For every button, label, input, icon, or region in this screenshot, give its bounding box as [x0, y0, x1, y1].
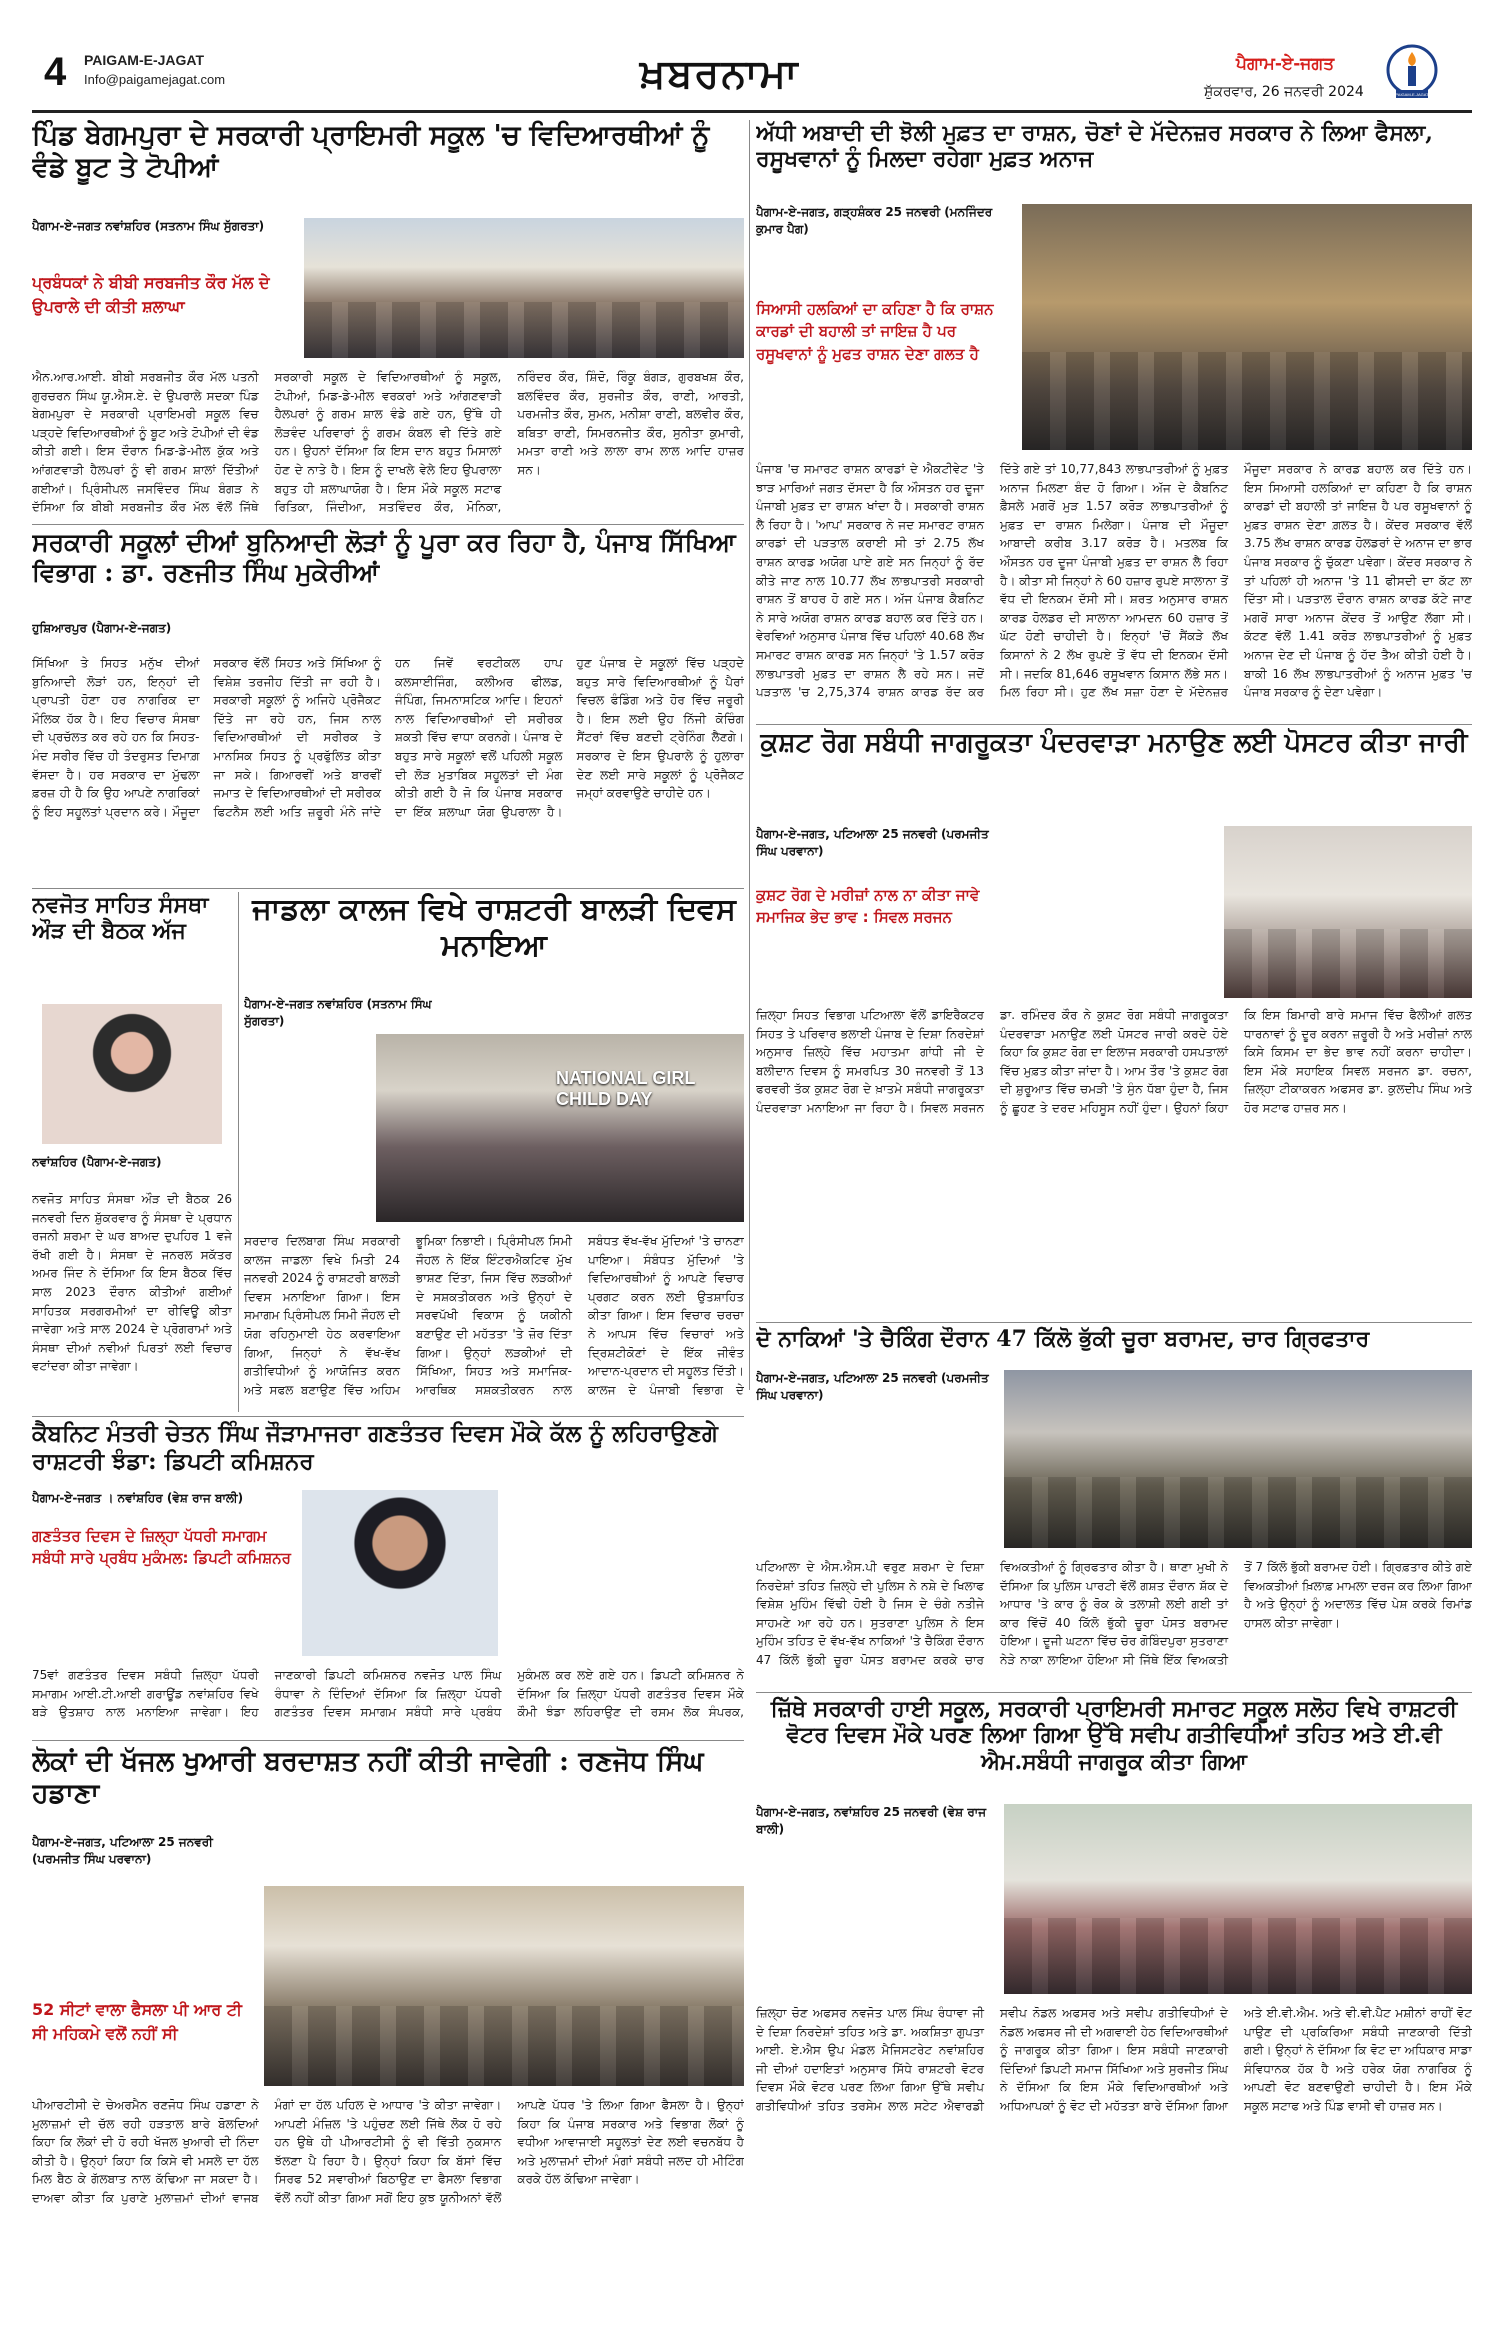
story-poppy-husk-seizure: [756, 1326, 1472, 1688]
brand-url[interactable]: Info@paigamejagat.com: [84, 72, 226, 87]
torch-logo-icon: [1386, 44, 1438, 102]
masthead: [0, 0, 1500, 110]
issue-date: ਸ਼ੁੱਕਰਵਾਰ, 26 ਜਨਵਰੀ 2024: [1204, 84, 1364, 100]
brand-name-punjabi: ਪੈਗਾਮ-ਏ-ਜਗਤ: [1236, 54, 1335, 74]
svg-text:PAIGAM-E-JAGAT: PAIGAM-E-JAGAT: [1395, 92, 1429, 97]
portrait-photo: [42, 1004, 222, 1144]
header-rule: [32, 110, 1472, 113]
college-photo: [376, 1034, 744, 1222]
story-voter-day: [756, 1696, 1472, 2326]
meeting-photo: [264, 1886, 744, 2086]
section-title: ਖ਼ਬਰਨਾਮਾ: [640, 50, 800, 97]
ration-photo: [1022, 204, 1472, 450]
row-divider: [756, 1322, 1472, 1323]
story-school-shoes: [32, 120, 744, 520]
headline: ਨਵਜੋਤ ਸਾਹਿਤ ਸੰਸਥਾ ਔੜ ਦੀ ਬੈਠਕ ਅੱਜ: [32, 892, 209, 945]
story-prtc-chairman: [32, 1746, 744, 2326]
column-divider: [749, 120, 750, 1390]
brand-name: PAIGAM-E-JAGAT: [84, 52, 205, 68]
highlight-quote: ਪ੍ਰਬੰਧਕਾਂ ਨੇ ਬੀਬੀ ਸਰਬਜੀਤ ਕੌਰ ਮੱਲ ਦੇ ਉਪਰਾਲੇ ਦੀ ਕੀਤੀ ਸ਼ਲਾਘਾ: [32, 272, 270, 316]
byline: ਹੁਸ਼ਿਆਰਪੁਰ (ਪੈਗਾਮ-ਏ-ਜਗਤ): [32, 621, 172, 635]
headline: ਲੋਕਾਂ ਦੀ ਖੱਜਲ ਖੁਆਰੀ ਬਰਦਾਸ਼ਤ ਨਹੀਂ ਕੀਤੀ ਜਾਵੇਗੀ : ਰਣਜੋਧ ਸਿੰਘ ਹਡਾਣਾ: [32, 1746, 704, 1810]
highlight-quote: ਕੁਸ਼ਟ ਰੋਗ ਦੇ ਮਰੀਜ਼ਾਂ ਨਾਲ ਨਾ ਕੀਤਾ ਜਾਵੇ ਸਮਾਜਿਕ ਭੇਦ ਭਾਵ : ਸਿਵਲ ਸਰਜਨ: [756, 885, 980, 927]
voter-photo: [1004, 1804, 1472, 1994]
headline: ਅੱਧੀ ਅਬਾਦੀ ਦੀ ਝੋਲੀ ਮੁਫ਼ਤ ਦਾ ਰਾਸ਼ਨ, ਚੋਣਾਂ ਦੇ ਮੱਦੇਨਜ਼ਰ ਸਰਕਾਰ ਨੇ ਲਿਆ ਫੈਸਲਾ, ਰਸੂਖਵਾਨਾਂ ਨੂੰ ਮਿਲਦਾ ਰਹੇਗਾ ਮੁਫ਼ਤ ਅਨਾਜ: [756, 120, 1433, 173]
byline: ਪੈਗਾਮ-ਏ-ਜਗਤ । ਨਵਾਂਸ਼ਹਿਰ (ਵੇਸ਼ ਰਾਜ ਬਾਲੀ): [32, 1491, 244, 1505]
article-body: ਜ਼ਿਲ੍ਹਾ ਸਿਹਤ ਵਿਭਾਗ ਪਟਿਆਲਾ ਵੱਲੋਂ ਡਾਇਰੈਕਟਰ ਸਿਹਤ ਤੇ ਪਰਿਵਾਰ ਭਲਾਈ ਪੰਜਾਬ ਦੇ ਦਿਸ਼ਾ ਨਿਰਦੇਸ਼ਾਂ ਅਨੁਸਾਰ ਜ਼ਿਲ੍ਹੇ ਵਿੱਚ ਮਹਾਤਮਾ ਗਾਂਧੀ ਜੀ ਦੇ ਬਲੀਦਾਨ ਦਿਵਸ ਨੂੰ ਸਮਰਪਿਤ 30 ਜਨਵਰੀ ਤੋਂ 13 ਫਰਵਰੀ ਤੱਕ ਕੁਸ਼ਟ ਰੋਗ ਦੇ ਖ਼ਾਤਮੇ ਸਬੰਧੀ ਜਾਗਰੂਕਤਾ ਪੰਦਰਵਾੜਾ ਮਨਾਇਆ ਜਾ ਰਿਹਾ ਹੈ। ਸਿਵਲ ਸਰਜਨ ਡਾ. ਰਮਿੰਦਰ ਕੌਰ ਨੇ ਕੁਸ਼ਟ ਰੋਗ ਸਬੰਧੀ ਜਾਗਰੂਕਤਾ ਪੰਦਰਵਾੜਾ ਮਨਾਉਣ ਲਈ ਪੋਸਟਰ ਜਾਰੀ ਕਰਦੇ ਹੋਏ ਕਿਹਾ ਕਿ ਕੁਸ਼ਟ ਰੋਗ ਦਾ ਇਲਾਜ ਸਰਕਾਰੀ ਹਸਪਤਾਲਾਂ ਵਿੱਚ ਮੁਫ਼ਤ ਕੀਤਾ ਜਾਂਦਾ ਹੈ। ਆਮ ਤੌਰ 'ਤੇ ਕੁਸ਼ਟ ਰੋਗ ਦੀ ਸ਼ੁਰੂਆਤ ਵਿੱਚ ਚਮੜੀ 'ਤੇ ਸੁੰਨ ਧੱਬਾ ਹੁੰਦਾ ਹੈ, ਜਿਸ ਨੂੰ ਛੂਹਣ ਤੇ ਦਰਦ ਮਹਿਸੂਸ ਨਹੀਂ ਹੁੰਦਾ। ਉਹਨਾਂ ਕਿਹਾ ਕਿ ਇਸ ਬਿਮਾਰੀ ਬਾਰੇ ਸਮਾਜ ਵਿੱਚ ਫੈਲੀਆਂ ਗਲਤ ਧਾਰਨਾਵਾਂ ਨੂੰ ਦੂਰ ਕਰਨਾ ਜ਼ਰੂਰੀ ਹੈ ਅਤੇ ਮਰੀਜ਼ਾਂ ਨਾਲ ਕਿਸੇ ਕਿਸਮ ਦਾ ਭੇਦ ਭਾਵ ਨਹੀਂ ਕਰਨਾ ਚਾਹੀਦਾ। ਇਸ ਮੌਕੇ ਸਹਾਇਕ ਸਿਵਲ ਸਰਜਨ ਡਾ. ਰਚਨਾ, ਜ਼ਿਲ੍ਹਾ ਟੀਕਾਕਰਨ ਅਫਸਰ ਡਾ. ਕੁਲਦੀਪ ਸਿੰਘ ਅਤੇ ਹੋਰ ਸਟਾਫ ਹਾਜ਼ਰ ਸਨ।: [756, 1008, 1472, 1115]
article-body: ਜ਼ਿਲ੍ਹਾ ਚੋਣ ਅਫਸਰ ਨਵਜੋਤ ਪਾਲ ਸਿੰਘ ਰੰਧਾਵਾ ਜੀ ਦੇ ਦਿਸ਼ਾ ਨਿਰਦੇਸ਼ਾਂ ਤਹਿਤ ਅਤੇ ਡਾ. ਅਕਸ਼ਿਤਾ ਗੁਪਤਾ ਆਈ. ਏ.ਐਸ ਉਪ ਮੰਡਲ ਮੈਜਿਸਟਰੇਟ ਨਵਾਂਸ਼ਹਿਰ ਜੀ ਦੀਆਂ ਹਦਾਇਤਾਂ ਅਨੁਸਾਰ ਸਿੱਧੇ ਰਾਸ਼ਟਰੀ ਵੋਟਰ ਦਿਵਸ ਮੌਕੇ ਵੋਟਰ ਪਰਣ ਲਿਆ ਗਿਆ ਉੱਥੇ ਸਵੀਪ ਗਤੀਵਿਧੀਆਂ ਤਹਿਤ ਤਰਸੇਮ ਲਾਲ ਸਟੇਟ ਐਵਾਰਡੀ ਸਵੀਪ ਨੋਡਲ ਅਫਸਰ ਅਤੇ ਸਵੀਪ ਗਤੀਵਿਧੀਆਂ ਦੇ ਨੋਡਲ ਅਫਸਰ ਜੀ ਦੀ ਅਗਵਾਈ ਹੇਠ ਵਿਦਿਆਰਥੀਆਂ ਨੂੰ ਜਾਗਰੂਕ ਕੀਤਾ ਗਿਆ। ਇਸ ਸਬੰਧੀ ਜਾਣਕਾਰੀ ਦਿੰਦਿਆਂ ਡਿਪਟੀ ਸਮਾਜ ਸਿੱਖਿਆ ਅਤੇ ਸੁਰਜੀਤ ਸਿੰਘ ਨੇ ਦੱਸਿਆ ਕਿ ਇਸ ਮੌਕੇ ਵਿਦਿਆਰਥੀਆਂ ਅਤੇ ਅਧਿਆਪਕਾਂ ਨੂੰ ਵੋਟ ਦੀ ਮਹੱਤਤਾ ਬਾਰੇ ਦੱਸਿਆ ਗਿਆ ਅਤੇ ਈ.ਵੀ.ਐਮ. ਅਤੇ ਵੀ.ਵੀ.ਪੈਟ ਮਸ਼ੀਨਾਂ ਰਾਹੀਂ ਵੋਟ ਪਾਉਣ ਦੀ ਪ੍ਰਕਿਰਿਆ ਸਬੰਧੀ ਜਾਣਕਾਰੀ ਦਿੱਤੀ ਗਈ। ਉਨ੍ਹਾਂ ਨੇ ਦੱਸਿਆ ਕਿ ਵੋਟ ਦਾ ਅਧਿਕਾਰ ਸਾਡਾ ਸੰਵਿਧਾਨਕ ਹੱਕ ਹੈ ਅਤੇ ਹਰੇਕ ਯੋਗ ਨਾਗਰਿਕ ਨੂੰ ਆਪਣੀ ਵੋਟ ਬਣਵਾਉਣੀ ਚਾਹੀਦੀ ਹੈ। ਇਸ ਮੌਕੇ ਸਕੂਲ ਸਟਾਫ ਅਤੇ ਪਿੰਡ ਵਾਸੀ ਵੀ ਹਾਜ਼ਰ ਸਨ।: [756, 2006, 1472, 2113]
story-republic-day: [32, 1420, 744, 1736]
official-photo: [302, 1490, 498, 1656]
article-body: 75ਵਾਂ ਗਣਤੰਤਰ ਦਿਵਸ ਸਬੰਧੀ ਜ਼ਿਲ੍ਹਾ ਪੱਧਰੀ ਸਮਾਗਮ ਆਈ.ਟੀ.ਆਈ ਗਰਾਊਂਡ ਨਵਾਂਸ਼ਹਿਰ ਵਿਖੇ ਬੜੇ ਉਤਸ਼ਾਹ ਨਾਲ ਮਨਾਇਆ ਜਾਵੇਗਾ। ਇਹ ਜਾਣਕਾਰੀ ਡਿਪਟੀ ਕਮਿਸ਼ਨਰ ਨਵਜੋਤ ਪਾਲ ਸਿੰਘ ਰੰਧਾਵਾ ਨੇ ਦਿੰਦਿਆਂ ਦੱਸਿਆ ਕਿ ਜ਼ਿਲ੍ਹਾ ਪੱਧਰੀ ਗਣਤੰਤਰ ਦਿਵਸ ਸਮਾਗਮ ਸਬੰਧੀ ਸਾਰੇ ਪ੍ਰਬੰਧ ਮੁਕੰਮਲ ਕਰ ਲਏ ਗਏ ਹਨ। ਡਿਪਟੀ ਕਮਿਸ਼ਨਰ ਨੇ ਦੱਸਿਆ ਕਿ ਜ਼ਿਲ੍ਹਾ ਪੱਧਰੀ ਗਣਤੰਤਰ ਦਿਵਸ ਮੌਕੇ ਕੌਮੀ ਝੰਡਾ ਲਹਿਰਾਉਣ ਦੀ ਰਸਮ ਲੋਕ ਸੰਪਰਕ,: [32, 1668, 744, 1720]
story-girl-child-day: [244, 892, 744, 1412]
headline: ਜ਼ਿੱਥੇ ਸਰਕਾਰੀ ਹਾਈ ਸਕੂਲ, ਸਰਕਾਰੀ ਪ੍ਰਾਇਮਰੀ ਸਮਾਰਟ ਸਕੂਲ ਸਲੋਹ ਵਿਖੇ ਰਾਸ਼ਟਰੀ ਵੋਟਰ ਦਿਵਸ ਮੌਕੇ ਪਰਣ ਲਿਆ ਗਿਆ ਉੱਥੇ ਸਵੀਪ ਗਤੀਵਿਧੀਆਂ ਤਹਿਤ ਅਤੇ ਈ.ਵੀ ਐਮ.ਸਬੰਧੀ ਜਾਗਰੂਕ ਕੀਤਾ ਗਿਆ: [770, 1696, 1458, 1775]
headline: ਪਿੰਡ ਬੇਗਮਪੁਰਾ ਦੇ ਸਰਕਾਰੀ ਪ੍ਰਾਇਮਰੀ ਸਕੂਲ 'ਚ ਵਿਦਿਆਰਥੀਆਂ ਨੂੰ ਵੰਡੇ ਬੂਟ ਤੇ ਟੋਪੀਆਂ: [32, 120, 710, 184]
highlight-quote: ਗਣਤੰਤਰ ਦਿਵਸ ਦੇ ਜ਼ਿਲ੍ਹਾ ਪੱਧਰੀ ਸਮਾਗਮ ਸਬੰਧੀ ਸਾਰੇ ਪ੍ਰਬੰਧ ਮੁਕੰਮਲ: ਡਿਪਟੀ ਕਮਿਸ਼ਨਰ: [32, 1526, 291, 1568]
headline: ਸਰਕਾਰੀ ਸਕੂਲਾਂ ਦੀਆਂ ਬੁਨਿਆਦੀ ਲੋੜਾਂ ਨੂੰ ਪੂਰਾ ਕਰ ਰਿਹਾ ਹੈ, ਪੰਜਾਬ ਸਿੱਖਿਆ ਵਿਭਾਗ : ਡਾ. ਰਣਜੀਤ ਸਿੰਘ ਮੁਕੇਰੀਆਂ: [32, 528, 736, 587]
row-divider: [32, 888, 744, 889]
column-divider: [238, 892, 239, 1412]
article-body: ਪੀਆਰਟੀਸੀ ਦੇ ਚੇਅਰਮੈਨ ਰਣਜੋਧ ਸਿੰਘ ਹਡਾਣਾ ਨੇ ਮੁਲਾਜ਼ਮਾਂ ਦੀ ਚੱਲ ਰਹੀ ਹੜਤਾਲ ਬਾਰੇ ਬੋਲਦਿਆਂ ਕਿਹਾ ਕਿ ਲੋਕਾਂ ਦੀ ਹੋ ਰਹੀ ਖੱਜਲ ਖੁਆਰੀ ਦੀ ਨਿੰਦਾ ਕੀਤੀ ਹੈ। ਉਨ੍ਹਾਂ ਕਿਹਾ ਕਿ ਕਿਸੇ ਵੀ ਮਸਲੇ ਦਾ ਹੱਲ ਮਿਲ ਬੈਠ ਕੇ ਗੱਲਬਾਤ ਨਾਲ ਕੱਢਿਆ ਜਾ ਸਕਦਾ ਹੈ। ਦਾਅਵਾ ਕੀਤਾ ਕਿ ਪੁਰਾਣੇ ਮੁਲਾਜ਼ਮਾਂ ਦੀਆਂ ਵਾਜਬ ਮੰਗਾਂ ਦਾ ਹੱਲ ਪਹਿਲ ਦੇ ਆਧਾਰ 'ਤੇ ਕੀਤਾ ਜਾਵੇਗਾ। ਆਪਣੀ ਮੰਜ਼ਿਲ 'ਤੇ ਪਹੁੰਚਣ ਲਈ ਜਿੱਥੇ ਲੋਕ ਹੋ ਰਹੇ ਹਨ ਉਥੇ ਹੀ ਪੀਆਰਟੀਸੀ ਨੂੰ ਵੀ ਵਿੱਤੀ ਨੁਕਸਾਨ ਝੱਲਣਾ ਪੈ ਰਿਹਾ ਹੈ। ਉਨ੍ਹਾਂ ਕਿਹਾ ਕਿ ਬੱਸਾਂ ਵਿੱਚ ਸਿਰਫ 52 ਸਵਾਰੀਆਂ ਬਿਠਾਉਣ ਦਾ ਫੈਸਲਾ ਵਿਭਾਗ ਵੱਲੋਂ ਨਹੀਂ ਕੀਤਾ ਗਿਆ ਸਗੋਂ ਇਹ ਕੁਝ ਯੂਨੀਅਨਾਂ ਵੱਲੋਂ ਆਪਣੇ ਪੱਧਰ 'ਤੇ ਲਿਆ ਗਿਆ ਫੈਸਲਾ ਹੈ। ਉਨ੍ਹਾਂ ਕਿਹਾ ਕਿ ਪੰਜਾਬ ਸਰਕਾਰ ਅਤੇ ਵਿਭਾਗ ਲੋਕਾਂ ਨੂੰ ਵਧੀਆ ਆਵਾਜਾਈ ਸਹੂਲਤਾਂ ਦੇਣ ਲਈ ਵਚਨਬੱਧ ਹੈ ਅਤੇ ਮੁਲਾਜ਼ਮਾਂ ਦੀਆਂ ਮੰਗਾਂ ਸਬੰਧੀ ਜਲਦ ਹੀ ਮੀਟਿੰਗ ਕਰਕੇ ਹੱਲ ਕੱਢਿਆ ਜਾਵੇਗਾ।: [32, 2098, 744, 2205]
article-body: ਪੰਜਾਬ 'ਚ ਸਮਾਰਟ ਰਾਸ਼ਨ ਕਾਰਡਾਂ ਦੇ ਐਕਟੀਵੇਟ 'ਤੇ ਝਾੜ ਮਾਰਿਆਂ ਜਗਤ ਦੱਸਦਾ ਹੈ ਕਿ ਔਸਤਨ ਹਰ ਦੂਜਾ ਪੰਜਾਬੀ ਮੁਫ਼ਤ ਦਾ ਰਾਸ਼ਨ ਖਾਂਦਾ ਹੈ। ਸਰਕਾਰੀ ਰਾਸ਼ਨ ਲੈ ਰਿਹਾ ਹੈ। 'ਆਪ' ਸਰਕਾਰ ਨੇ ਜਦ ਸਮਾਰਟ ਰਾਸ਼ਨ ਕਾਰਡਾਂ ਦੀ ਪੜਤਾਲ ਕਰਾਈ ਸੀ ਤਾਂ 2.75 ਲੱਖ ਰਾਸ਼ਨ ਕਾਰਡ ਅਯੋਗ ਪਾਏ ਗਏ ਸਨ ਜਿਨ੍ਹਾਂ ਨੂੰ ਰੱਦ ਕੀਤੇ ਜਾਣ ਨਾਲ 10.77 ਲੱਖ ਲਾਭਪਾਤਰੀ ਸਰਕਾਰੀ ਰਾਸ਼ਨ ਤੋਂ ਬਾਹਰ ਹੋ ਗਏ ਸਨ। ਅੱਜ ਪੰਜਾਬ ਕੈਬਨਿਟ ਨੇ ਸਾਰੇ ਅਯੋਗ ਰਾਸ਼ਨ ਕਾਰਡ ਬਹਾਲ ਕਰ ਦਿੱਤੇ ਹਨ। ਵੇਰਵਿਆਂ ਅਨੁਸਾਰ ਪੰਜਾਬ ਵਿੱਚ ਪਹਿਲਾਂ 40.68 ਲੱਖ ਸਮਾਰਟ ਰਾਸ਼ਨ ਕਾਰਡ ਸਨ ਜਿਨ੍ਹਾਂ 'ਤੇ 1.57 ਕਰੋੜ ਲਾਭਪਾਤਰੀ ਮੁਫ਼ਤ ਦਾ ਰਾਸ਼ਨ ਲੈ ਰਹੇ ਸਨ। ਜਦੋਂ ਪੜਤਾਲ 'ਚ 2,75,374 ਰਾਸ਼ਨ ਕਾਰਡ ਰੱਦ ਕਰ ਦਿੱਤੇ ਗਏ ਤਾਂ 10,77,843 ਲਾਭਪਾਤਰੀਆਂ ਨੂੰ ਮੁਫ਼ਤ ਅਨਾਜ ਮਿਲਣਾ ਬੰਦ ਹੋ ਗਿਆ। ਅੱਜ ਦੇ ਕੈਬਨਿਟ ਫ਼ੈਸਲੇ ਮਗਰੋਂ ਮੁੜ 1.57 ਕਰੋੜ ਲਾਭਪਾਤਰੀਆਂ ਨੂੰ ਮੁਫ਼ਤ ਦਾ ਰਾਸ਼ਨ ਮਿਲੇਗਾ। ਪੰਜਾਬ ਦੀ ਮੌਜੂਦਾ ਆਬਾਦੀ ਕਰੀਬ 3.17 ਕਰੋੜ ਹੈ। ਮਤਲਬ ਕਿ ਔਸਤਨ ਹਰ ਦੂਜਾ ਪੰਜਾਬੀ ਮੁਫ਼ਤ ਦਾ ਰਾਸ਼ਨ ਲੈ ਰਿਹਾ ਹੈ। ਕੀਤਾ ਸੀ ਜਿਨ੍ਹਾਂ ਨੇ 60 ਹਜ਼ਾਰ ਰੁਪਏ ਸਾਲਾਨਾ ਤੋਂ ਵੱਧ ਦੀ ਇਨਕਮ ਦੱਸੀ ਸੀ। ਸ਼ਰਤ ਅਨੁਸਾਰ ਰਾਸ਼ਨ ਕਾਰਡ ਹੋਲਡਰ ਦੀ ਸਾਲਾਨਾ ਆਮਦਨ 60 ਹਜ਼ਾਰ ਤੋਂ ਘੱਟ ਹੋਣੀ ਚਾਹੀਦੀ ਹੈ। ਇਨ੍ਹਾਂ 'ਚੋਂ ਸੈਂਕੜੇ ਲੱਖ ਕਿਸਾਨਾਂ ਨੇ 2 ਲੱਖ ਰੁਪਏ ਤੋਂ ਵੱਧ ਦੀ ਇਨਕਮ ਦੱਸੀ ਸੀ। ਜਦਕਿ 81,646 ਰਸੂਖਵਾਨ ਕਿਸਾਨ ਲੱਭੇ ਸਨ। ਮਿਲ ਰਿਹਾ ਸੀ। ਹੁਣ ਲੱਖ ਸਜ਼ਾ ਹੋਣਾ ਦੇ ਮੱਦੇਨਜ਼ਰ ਮੌਜੂਦਾ ਸਰਕਾਰ ਨੇ ਕਾਰਡ ਬਹਾਲ ਕਰ ਦਿੱਤੇ ਹਨ। ਇਸ ਸਿਆਸੀ ਹਲਕਿਆਂ ਦਾ ਕਹਿਣਾ ਹੈ ਕਿ ਰਾਸ਼ਨ ਕਾਰਡਾਂ ਦੀ ਬਹਾਲੀ ਤਾਂ ਜਾਇਜ਼ ਹੈ ਪਰ ਰਸੂਖਵਾਨਾਂ ਨੂੰ ਮੁਫ਼ਤ ਰਾਸ਼ਨ ਦੇਣਾ ਗ਼ਲਤ ਹੈ। ਕੇਂਦਰ ਸਰਕਾਰ ਵੱਲੋਂ 3.75 ਲੱਖ ਰਾਸ਼ਨ ਕਾਰਡ ਹੋਲਡਰਾਂ ਦੇ ਅਨਾਜ ਦਾ ਭਾਰ ਪੰਜਾਬ ਸਰਕਾਰ ਨੂੰ ਚੁੱਕਣਾ ਪਵੇਗਾ। ਕੇਂਦਰ ਸਰਕਾਰ ਨੇ ਤਾਂ ਪਹਿਲਾਂ ਹੀ ਅਨਾਜ 'ਤੇ 11 ਫੀਸਦੀ ਦਾ ਕੱਟ ਲਾ ਦਿੱਤਾ ਸੀ। ਪੜਤਾਲ ਦੌਰਾਨ ਰਾਸ਼ਨ ਕਾਰਡ ਕੱਟੇ ਜਾਣ ਮਗਰੋਂ ਸਾਰਾ ਅਨਾਜ ਕੇਂਦਰ ਤੋਂ ਆਉਣ ਲੱਗਾ ਸੀ। ਕੱਟਣ ਵੱਲੋਂ 1.41 ਕਰੋੜ ਲਾਭਪਾਤਰੀਆਂ ਨੂੰ ਮੁਫ਼ਤ ਅਨਾਜ ਦੇਣ ਦੀ ਪੰਜਾਬ ਨੂੰ ਹੱਦ ਤੈਅ ਕੀਤੀ ਹੋਈ ਹੈ। ਬਾਕੀ 16 ਲੱਖ ਲਾਭਪਾਤਰੀਆਂ ਨੂੰ ਅਨਾਜ ਮੁਫ਼ਤ 'ਚ ਪੰਜਾਬ ਸਰਕਾਰ ਨੂੰ ਦੇਣਾ ਪਵੇਗਾ।: [756, 462, 1472, 700]
headline: ਕੁਸ਼ਟ ਰੋਗ ਸਬੰਧੀ ਜਾਗਰੂਕਤਾ ਪੰਦਰਵਾੜਾ ਮਨਾਉਣ ਲਈ ਪੋਸਟਰ ਕੀਤਾ ਜਾਰੀ: [760, 728, 1468, 758]
row-divider: [32, 524, 744, 525]
row-divider: [756, 1692, 1472, 1693]
byline: ਪੈਗਾਮ-ਏ-ਜਗਤ ਨਵਾਂਸ਼ਹਿਰ (ਸਤਨਾਮ ਸਿੰਘ ਸੁੱਗਰਤਾ): [244, 997, 432, 1028]
row-divider: [32, 1416, 744, 1417]
article-body: ਸਰਦਾਰ ਦਿਲਬਾਗ ਸਿੰਘ ਸਰਕਾਰੀ ਕਾਲਜ ਜਾਡਲਾ ਵਿਖੇ ਮਿਤੀ 24 ਜਨਵਰੀ 2024 ਨੂੰ ਰਾਸ਼ਟਰੀ ਬਾਲੜੀ ਦਿਵਸ ਮਨਾਇਆ ਗਿਆ। ਇਸ ਸਮਾਗਮ ਪ੍ਰਿੰਸੀਪਲ ਸਿਮੀ ਜੌਹਲ ਦੀ ਯੋਗ ਰਹਿਨੁਮਾਈ ਹੇਠ ਕਰਵਾਇਆ ਗਿਆ, ਜਿਨ੍ਹਾਂ ਨੇ ਵੱਖ-ਵੱਖ ਗਤੀਵਿਧੀਆਂ ਨੂੰ ਆਯੋਜਿਤ ਕਰਨ ਅਤੇ ਸਫਲ ਬਣਾਉਣ ਵਿੱਚ ਅਹਿਮ ਭੂਮਿਕਾ ਨਿਭਾਈ। ਪ੍ਰਿੰਸੀਪਲ ਸਿਮੀ ਜੌਹਲ ਨੇ ਇੱਕ ਇੰਟਰਐਕਟਿਵ ਮੁੱਖ ਭਾਸ਼ਣ ਦਿੱਤਾ, ਜਿਸ ਵਿੱਚ ਲੜਕੀਆਂ ਦੇ ਸਸ਼ਕਤੀਕਰਨ ਅਤੇ ਉਨ੍ਹਾਂ ਦੇ ਸਰਵਪੱਖੀ ਵਿਕਾਸ ਨੂੰ ਯਕੀਨੀ ਬਣਾਉਣ ਦੀ ਮਹੱਤਤਾ 'ਤੇ ਜ਼ੋਰ ਦਿੱਤਾ ਗਿਆ। ਉਨ੍ਹਾਂ ਲੜਕੀਆਂ ਦੀ ਸਿੱਖਿਆ, ਸਿਹਤ ਅਤੇ ਸਮਾਜਿਕ-ਆਰਥਿਕ ਸਸ਼ਕਤੀਕਰਨ ਨਾਲ ਸਬੰਧਤ ਵੱਖ-ਵੱਖ ਮੁੱਦਿਆਂ 'ਤੇ ਚਾਨਣਾ ਪਾਇਆ। ਸੰਬੰਧਤ ਮੁੱਦਿਆਂ 'ਤੇ ਵਿਦਿਆਰਥੀਆਂ ਨੂੰ ਆਪਣੇ ਵਿਚਾਰ ਪ੍ਰਗਟ ਕਰਨ ਲਈ ਉਤਸ਼ਾਹਿਤ ਕੀਤਾ ਗਿਆ। ਇਸ ਵਿਚਾਰ ਚਰਚਾ ਨੇ ਆਪਸ ਵਿੱਚ ਵਿਚਾਰਾਂ ਅਤੇ ਦ੍ਰਿਸ਼ਟੀਕੋਣਾਂ ਦੇ ਇੱਕ ਜੀਵੰਤ ਆਦਾਨ-ਪ੍ਰਦਾਨ ਦੀ ਸਹੂਲਤ ਦਿੱਤੀ। ਕਾਲਜ ਦੇ ਪੰਜਾਬੀ ਵਿਭਾਗ ਦੇ: [244, 1234, 744, 1397]
board-caption: NATIONAL GIRL CHILD DAY: [556, 1068, 695, 1109]
police-photo: [1004, 1370, 1472, 1548]
story-ration: [756, 120, 1472, 720]
headline: ਕੈਬਨਿਟ ਮੰਤਰੀ ਚੇਤਨ ਸਿੰਘ ਜੌੜਾਮਾਜਰਾ ਗਣਤੰਤਰ ਦਿਵਸ ਮੌਕੇ ਕੱਲ ਨੂੰ ਲਹਿਰਾਉਣਗੇ ਰਾਸ਼ਟਰੀ ਝੰਡਾ: ਡਿਪਟੀ ਕਮਿਸ਼ਨਰ: [32, 1420, 718, 1475]
byline: ਪੈਗਾਮ-ਏ-ਜਗਤ, ਗੜ੍ਹਸ਼ੰਕਰ 25 ਜਨਵਰੀ (ਮਨਜਿੰਦਰ ਕੁਮਾਰ ਪੈਗ): [756, 205, 993, 236]
headline: ਜਾਡਲਾ ਕਾਲਜ ਵਿਖੇ ਰਾਸ਼ਟਰੀ ਬਾਲੜੀ ਦਿਵਸ ਮਨਾਇਆ: [252, 892, 736, 963]
row-divider: [32, 1740, 744, 1741]
article-body: ਪਟਿਆਲਾ ਦੇ ਐਸ.ਐਸ.ਪੀ ਵਰੁਣ ਸ਼ਰਮਾ ਦੇ ਦਿਸ਼ਾ ਨਿਰਦੇਸ਼ਾਂ ਤਹਿਤ ਜ਼ਿਲ੍ਹੇ ਦੀ ਪੁਲਿਸ ਨੇ ਨਸ਼ੇ ਦੇ ਖਿਲਾਫ ਵਿਸ਼ੇਸ਼ ਮੁਹਿੰਮ ਵਿੱਢੀ ਹੋਈ ਹੈ ਜਿਸ ਦੇ ਚੰਗੇ ਨਤੀਜੇ ਸਾਹਮਣੇ ਆ ਰਹੇ ਹਨ। ਸੁਤਰਾਣਾ ਪੁਲਿਸ ਨੇ ਇਸ ਮੁਹਿੰਮ ਤਹਿਤ ਦੋ ਵੱਖ-ਵੱਖ ਨਾਕਿਆਂ 'ਤੇ ਚੈਕਿੰਗ ਦੌਰਾਨ 47 ਕਿੱਲੋ ਭੁੱਕੀ ਚੂਰਾ ਪੋਸਤ ਬਰਾਮਦ ਕਰਕੇ ਚਾਰ ਵਿਅਕਤੀਆਂ ਨੂੰ ਗ੍ਰਿਫਤਾਰ ਕੀਤਾ ਹੈ। ਥਾਣਾ ਮੁਖੀ ਨੇ ਦੱਸਿਆ ਕਿ ਪੁਲਿਸ ਪਾਰਟੀ ਵੱਲੋਂ ਗਸ਼ਤ ਦੌਰਾਨ ਸ਼ੱਕ ਦੇ ਆਧਾਰ 'ਤੇ ਕਾਰ ਨੂੰ ਰੋਕ ਕੇ ਤਲਾਸ਼ੀ ਲਈ ਗਈ ਤਾਂ ਕਾਰ ਵਿੱਚੋਂ 40 ਕਿੱਲੋ ਭੁੱਕੀ ਚੂਰਾ ਪੋਸਤ ਬਰਾਮਦ ਹੋਇਆ। ਦੂਜੀ ਘਟਨਾ ਵਿੱਚ ਚੋਰ ਗੋਬਿੰਦਪੁਰਾ ਸੁਤਰਾਣਾ ਨੇੜੇ ਨਾਕਾ ਲਾਇਆ ਹੋਇਆ ਸੀ ਜਿੱਥੇ ਇੱਕ ਵਿਅਕਤੀ ਤੋਂ 7 ਕਿੱਲੋ ਭੁੱਕੀ ਬਰਾਮਦ ਹੋਈ। ਗ੍ਰਿਫ਼ਤਾਰ ਕੀਤੇ ਗਏ ਵਿਅਕਤੀਆਂ ਖ਼ਿਲਾਫ਼ ਮਾਮਲਾ ਦਰਜ ਕਰ ਲਿਆ ਗਿਆ ਹੈ ਅਤੇ ਉਨ੍ਹਾਂ ਨੂੰ ਅਦਾਲਤ ਵਿੱਚ ਪੇਸ਼ ਕਰਕੇ ਰਿਮਾਂਡ ਹਾਸਲ ਕੀਤਾ ਜਾਵੇਗਾ।: [756, 1560, 1472, 1667]
byline: ਪੈਗਾਮ-ਏ-ਜਗਤ, ਪਟਿਆਲਾ 25 ਜਨਵਰੀ (ਪਰਮਜੀਤ ਸਿੰਘ ਪਰਵਾਨਾ): [756, 1371, 989, 1402]
article-body: ਨਵਜੋਤ ਸਾਹਿਤ ਸੰਸਥਾ ਔੜ ਦੀ ਬੈਠਕ 26 ਜਨਵਰੀ ਦਿਨ ਸ਼ੁੱਕਰਵਾਰ ਨੂੰ ਸੰਸਥਾ ਦੇ ਪ੍ਰਧਾਨ ਰਜਨੀ ਸ਼ਰਮਾ ਦੇ ਘਰ ਬਾਅਦ ਦੁਪਹਿਰ 1 ਵਜੇ ਰੱਖੀ ਗਈ ਹੈ। ਸੰਸਥਾ ਦੇ ਜਨਰਲ ਸਕੱਤਰ ਅਮਰ ਜਿੰਦ ਨੇ ਦੱਸਿਆ ਕਿ ਇਸ ਬੈਠਕ ਵਿੱਚ ਸਾਲ 2023 ਦੌਰਾਨ ਕੀਤੀਆਂ ਗਈਆਂ ਸਾਹਿਤਕ ਸਰਗਰਮੀਆਂ ਦਾ ਰੀਵਿਊ ਕੀਤਾ ਜਾਵੇਗਾ ਅਤੇ ਸਾਲ 2024 ਦੇ ਪ੍ਰੋਗਰਾਮਾਂ ਅਤੇ ਸੰਸਥਾ ਦੀਆਂ ਨਵੀਆਂ ਪਿਰਤਾਂ ਲਈ ਵਿਚਾਰ ਵਟਾਂਦਰਾ ਕੀਤਾ ਜਾਵੇਗਾ।: [32, 1192, 232, 1374]
byline: ਪੈਗਾਮ-ਏ-ਜਗਤ, ਪਟਿਆਲਾ 25 ਜਨਵਰੀ (ਪਰਮਜੀਤ ਸਿੰਘ ਪਰਵਾਨਾ): [756, 827, 989, 858]
row-divider: [756, 724, 1472, 725]
school-photo: [304, 218, 744, 358]
poster-photo: [1224, 826, 1472, 998]
article-body: ਐਨ.ਆਰ.ਆਈ. ਬੀਬੀ ਸਰਬਜੀਤ ਕੌਰ ਮੱਲ ਪਤਨੀ ਗੁਰਚਰਨ ਸਿੰਘ ਯੂ.ਐਸ.ਏ. ਦੇ ਉਪਰਾਲੇ ਸਦਕਾ ਪਿੰਡ ਬੇਗਮਪੁਰਾ ਦੇ ਸਰਕਾਰੀ ਪ੍ਰਾਇਮਰੀ ਸਕੂਲ ਵਿਚ ਪੜ੍ਹਦੇ ਵਿਦਿਆਰਥੀਆਂ ਨੂੰ ਬੂਟ ਅਤੇ ਟੋਪੀਆਂ ਦੀ ਵੰਡ ਕੀਤੀ ਗਈ। ਇਸ ਦੌਰਾਨ ਮਿਡ-ਡੇ-ਮੀਲ ਕੁੱਕ ਅਤੇ ਆਂਗਣਵਾੜੀ ਹੈਲਪਰਾਂ ਨੂੰ ਵੀ ਗਰਮ ਸ਼ਾਲਾਂ ਦਿੱਤੀਆਂ ਗਈਆਂ। ਪ੍ਰਿੰਸੀਪਲ ਜਸਵਿੰਦਰ ਸਿੰਘ ਬੰਗੜ ਨੇ ਦੱਸਿਆ ਕਿ ਬੀਬੀ ਸਰਬਜੀਤ ਕੌਰ ਮੱਲ ਵੱਲੋਂ ਜਿੱਥੇ ਸਰਕਾਰੀ ਸਕੂਲ ਦੇ ਵਿਦਿਆਰਥੀਆਂ ਨੂੰ ਸਕੂਲ, ਟੋਪੀਆਂ, ਮਿਡ-ਡੇ-ਮੀਲ ਵਰਕਰਾਂ ਅਤੇ ਆਂਗਣਵਾੜੀ ਹੈਲਪਰਾਂ ਨੂੰ ਗਰਮ ਸ਼ਾਲ ਵੰਡੇ ਗਏ ਹਨ, ਉੱਥੇ ਹੀ ਲੋੜਵੰਦ ਪਰਿਵਾਰਾਂ ਨੂੰ ਗਰਮ ਕੰਬਲ ਵੀ ਦਿੱਤੇ ਗਏ ਹਨ। ਉਹਨਾਂ ਦੱਸਿਆ ਕਿ ਇਸ ਦਾਨ ਬਹੁਤ ਮਿਸਾਲਾਂ ਹੋਣ ਦੇ ਨਾਤੇ ਹੈ। ਇਸ ਨੂੰ ਦਾਖਲੇ ਵੇਲੇ ਇਹ ਉਪਰਾਲਾ ਬਹੁਤ ਹੀ ਸ਼ਲਾਘਾਯੋਗ ਹੈ। ਇਸ ਮੌਕੇ ਸਕੂਲ ਸਟਾਫ ਰਿਤਿਕਾ, ਜਿੰਦੀਆ, ਸਤਵਿੰਦਰ ਕੌਰ, ਮੋਨਿਕਾ, ਨਰਿੰਦਰ ਕੌਰ, ਸ਼ਿੰਦੋ, ਰਿੰਕੂ ਬੰਗੜ, ਗੁਰਬਖਸ਼ ਕੌਰ, ਬਲਵਿੰਦਰ ਕੌਰ, ਸੁਰਜੀਤ ਕੌਰ, ਰਾਣੀ, ਆਰਤੀ, ਪਰਮਜੀਤ ਕੌਰ, ਸੁਮਨ, ਮਨੀਸ਼ਾ ਰਾਣੀ, ਬਲਵੀਰ ਕੌਰ, ਬਬਿਤਾ ਰਾਣੀ, ਸਿਮਰਨਜੀਤ ਕੌਰ, ਸੁਨੀਤਾ ਕੁਮਾਰੀ, ਮਮਤਾ ਰਾਣੀ ਅਤੇ ਲਾਲਾ ਰਾਮ ਲਾਲ ਆਦਿ ਹਾਜ਼ਰ ਸਨ।: [32, 370, 744, 515]
story-navjot-meeting: [32, 892, 232, 1412]
highlight-quote: 52 ਸੀਟਾਂ ਵਾਲਾ ਫੈਸਲਾ ਪੀ ਆਰ ਟੀ ਸੀ ਮਹਿਕਮੇ ਵਲੋਂ ਨਹੀਂ ਸੀ: [32, 1999, 242, 2043]
story-education-dept: [32, 528, 744, 884]
story-leprosy-poster: [756, 728, 1472, 1318]
headline: ਦੋ ਨਾਕਿਆਂ 'ਤੇ ਚੈਕਿੰਗ ਦੌਰਾਨ 47 ਕਿੱਲੋ ਭੁੱਕੀ ਚੂਰਾ ਬਰਾਮਦ, ਚਾਰ ਗ੍ਰਿਫਤਾਰ: [756, 1326, 1370, 1352]
byline: ਨਵਾਂਸ਼ਹਿਰ (ਪੈਗਾਮ-ਏ-ਜਗਤ): [32, 1155, 162, 1169]
byline: ਪੈਗਾਮ-ਏ-ਜਗਤ ਨਵਾਂਸ਼ਹਿਰ (ਸਤਨਾਮ ਸਿੰਘ ਸੁੱਗਰਤਾ): [32, 219, 265, 233]
highlight-quote: ਸਿਆਸੀ ਹਲਕਿਆਂ ਦਾ ਕਹਿਣਾ ਹੈ ਕਿ ਰਾਸ਼ਨ ਕਾਰਡਾਂ ਦੀ ਬਹਾਲੀ ਤਾਂ ਜਾਇਜ਼ ਹੈ ਪਰ ਰਸੂਖਵਾਨਾਂ ਨੂੰ ਮੁਫਤ ਰਾਸ਼ਨ ਦੇਣਾ ਗਲਤ ਹੈ: [756, 299, 994, 363]
article-body: ਸਿੱਖਿਆ ਤੇ ਸਿਹਤ ਮਨੁੱਖ ਦੀਆਂ ਬੁਨਿਆਦੀ ਲੋੜਾਂ ਹਨ, ਇਨ੍ਹਾਂ ਦੀ ਪ੍ਰਾਪਤੀ ਹੋਣਾ ਹਰ ਨਾਗਰਿਕ ਦਾ ਮੌਲਿਕ ਹੱਕ ਹੈ। ਇਹ ਵਿਚਾਰ ਸੰਸਥਾ ਦੀ ਪ੍ਰਚੱਲਤ ਕਰ ਰਹੇ ਹਨ ਕਿ ਸਿਹਤ-ਮੰਦ ਸਰੀਰ ਵਿੱਚ ਹੀ ਤੰਦਰੁਸਤ ਦਿਮਾਗ਼ ਵੱਸਦਾ ਹੈ। ਹਰ ਸਰਕਾਰ ਦਾ ਮੁੱਢਲਾ ਫ਼ਰਜ਼ ਹੀ ਹੈ ਕਿ ਉਹ ਆਪਣੇ ਨਾਗਰਿਕਾਂ ਨੂੰ ਇਹ ਸਹੂਲਤਾਂ ਪ੍ਰਦਾਨ ਕਰੇ। ਮੌਜੂਦਾ ਸਰਕਾਰ ਵੱਲੋਂ ਸਿਹਤ ਅਤੇ ਸਿੱਖਿਆ ਨੂੰ ਵਿਸ਼ੇਸ਼ ਤਰਜੀਹ ਦਿੱਤੀ ਜਾ ਰਹੀ ਹੈ। ਸਰਕਾਰੀ ਸਕੂਲਾਂ ਨੂੰ ਅਜਿਹੇ ਪ੍ਰੋਜੈਕਟ ਦਿੱਤੇ ਜਾ ਰਹੇ ਹਨ, ਜਿਸ ਨਾਲ ਵਿਦਿਆਰਥੀਆਂ ਦੀ ਸਰੀਰਕ ਤੇ ਮਾਨਸਿਕ ਸਿਹਤ ਨੂੰ ਪ੍ਰਫੁੱਲਿਤ ਕੀਤਾ ਜਾ ਸਕੇ। ਗਿਆਰਵੀਂ ਅਤੇ ਬਾਰਵੀਂ ਜਮਾਤ ਦੇ ਵਿਦਿਆਰਥੀਆਂ ਦੀ ਸਰੀਰਕ ਫਿਟਨੈਸ ਲਈ ਅਤਿ ਜ਼ਰੂਰੀ ਮੰਨੇ ਜਾਂਦੇ ਹਨ ਜਿਵੇਂ ਵਰਟੀਕਲ ਹਾਪ ਕਲਸਾਈਜਿੰਗ, ਕਲੀਅਰ ਫੀਲਡ, ਜੰਪਿੰਗ, ਜਿਮਨਾਸਟਿਕ ਆਦਿ। ਇਹਨਾਂ ਨਾਲ ਵਿਦਿਆਰਥੀਆਂ ਦੀ ਸਰੀਰਕ ਸ਼ਕਤੀ ਵਿੱਚ ਵਾਧਾ ਕਰਨਗੇ। ਪੰਜਾਬ ਦੇ ਬਹੁਤ ਸਾਰੇ ਸਕੂਲਾਂ ਵਲੋਂ ਪਹਿਲੀ ਸਕੂਲ ਦੀ ਲੋੜ ਮੁਤਾਬਿਕ ਸਹੂਲਤਾਂ ਦੀ ਮੰਗ ਕੀਤੀ ਗਈ ਹੈ ਜੋ ਕਿ ਪੰਜਾਬ ਸਰਕਾਰ ਦਾ ਇੱਕ ਸ਼ਲਾਘਾ ਯੋਗ ਉਪਰਾਲਾ ਹੈ। ਹੁਣ ਪੰਜਾਬ ਦੇ ਸਕੂਲਾਂ ਵਿੱਚ ਪੜ੍ਹਦੇ ਬਹੁਤ ਸਾਰੇ ਵਿਦਿਆਰਥੀਆਂ ਨੂੰ ਪੈਰਾਂ ਵਿਚਲ ਫੰਡਿੰਗ ਅਤੇ ਹੋਰ ਵਿੱਚ ਜਰੂਰੀ ਹੈ। ਇਸ ਲਈ ਉਹ ਨਿੱਜੀ ਕੋਚਿੰਗ ਸੈਂਟਰਾਂ ਵਿੱਚ ਬਣਦੀ ਟ੍ਰੇਨਿੰਗ ਲੈਣਗੇ। ਸਰਕਾਰ ਦੇ ਇਸ ਉਪਰਾਲੇ ਨੂੰ ਹੁਲਾਰਾ ਦੇਣ ਲਈ ਸਾਰੇ ਸਕੂਲਾਂ ਨੂੰ ਪ੍ਰੋਜੈਕਟ ਜਮ੍ਹਾਂ ਕਰਵਾਉਣੇ ਚਾਹੀਦੇ ਹਨ।: [32, 656, 744, 819]
byline: ਪੈਗਾਮ-ਏ-ਜਗਤ, ਪਟਿਆਲਾ 25 ਜਨਵਰੀ (ਪਰਮਜੀਤ ਸਿੰਘ ਪਰਵਾਨਾ): [32, 1835, 213, 1866]
page-number: 4: [44, 50, 67, 94]
byline: ਪੈਗਾਮ-ਏ-ਜਗਤ, ਨਵਾਂਸ਼ਹਿਰ 25 ਜਨਵਰੀ (ਵੇਸ਼ ਰਾਜ ਬਾਲੀ): [756, 1805, 987, 1836]
